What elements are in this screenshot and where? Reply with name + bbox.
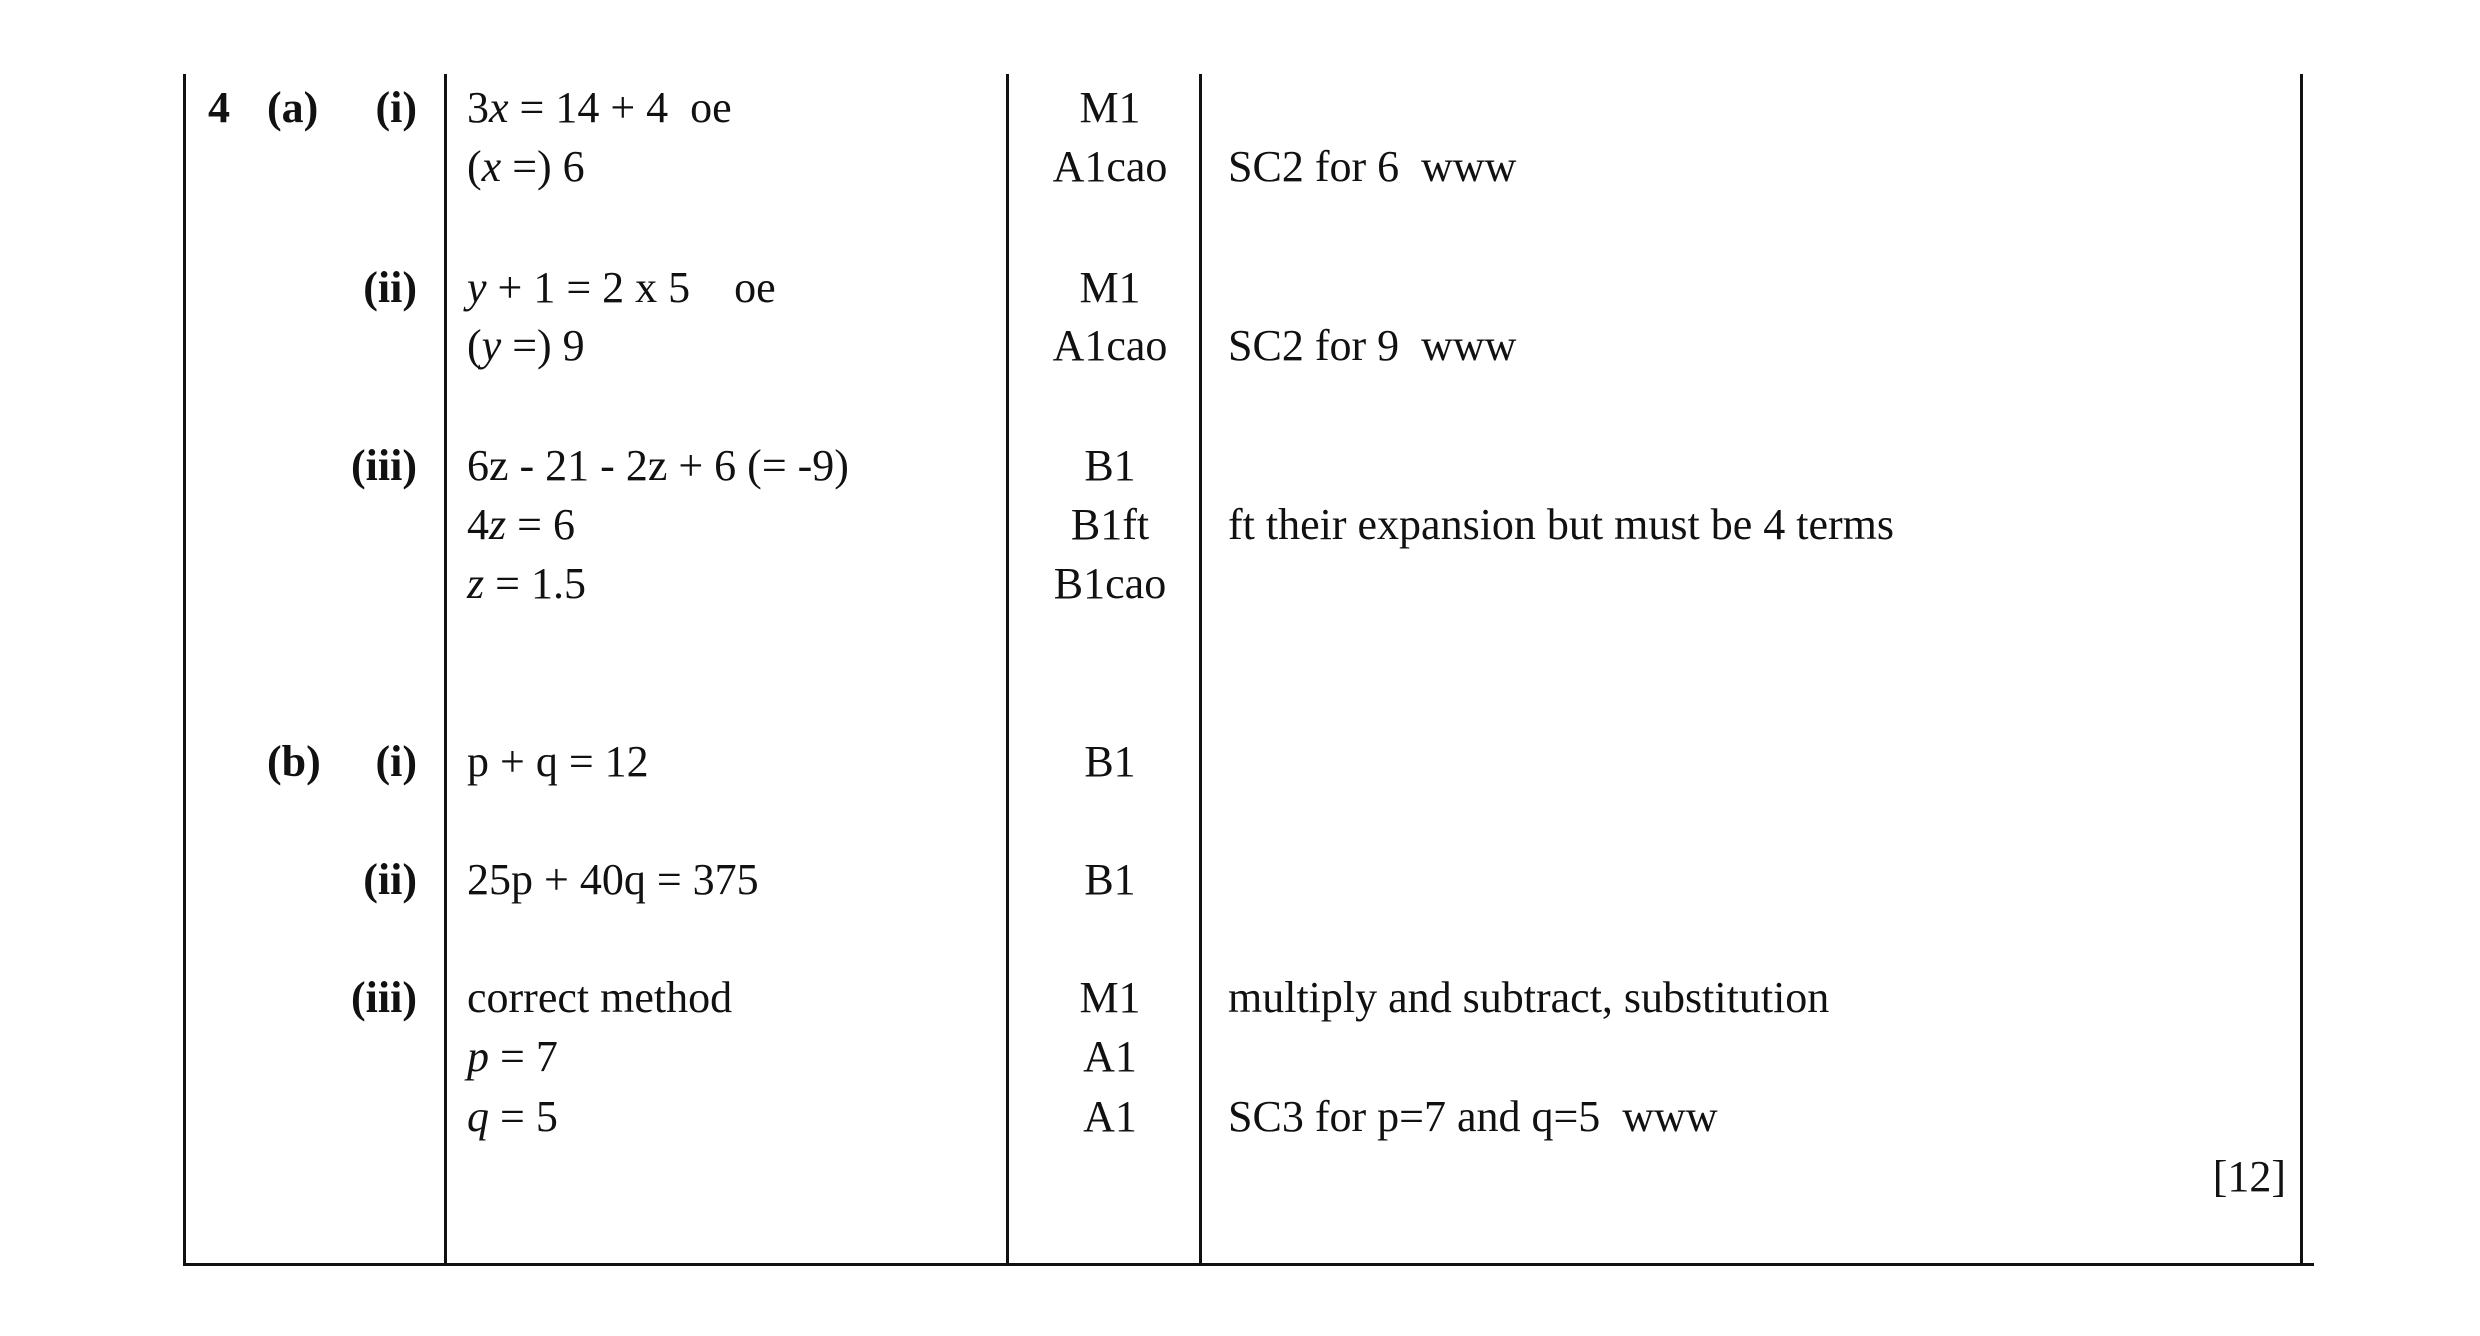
question-number: 4	[208, 83, 230, 132]
answer-line: p + q = 12	[467, 737, 649, 786]
mark-label: A1cao	[1052, 321, 1168, 370]
mark-label: A1	[1083, 1032, 1137, 1081]
mark-label: B1	[1084, 441, 1136, 490]
part-a-label: (a)	[267, 83, 319, 132]
subpart-b-i-label: (i)	[375, 737, 417, 786]
answer-line: y + 1 = 2 x 5 oe	[467, 263, 776, 312]
answer-line: (y =) 9	[467, 321, 585, 370]
guidance-comment: SC3 for p=7 and q=5 www	[1228, 1092, 1718, 1141]
mark-label: B1ft	[1070, 500, 1150, 549]
guidance-comment: SC2 for 9 www	[1228, 321, 1517, 370]
mark-label: A1cao	[1052, 142, 1168, 191]
mark-label: B1	[1084, 855, 1136, 904]
subpart-a-ii-label: (ii)	[363, 263, 417, 312]
answer-line: 3x = 14 + 4 oe	[467, 83, 732, 132]
guidance-comment: multiply and subtract, substitution	[1228, 973, 1830, 1022]
column-divider-2	[1006, 74, 1009, 1266]
table-border-right	[2300, 74, 2303, 1266]
guidance-comment: SC2 for 6 www	[1228, 142, 1517, 191]
mark-label: M1	[1079, 83, 1141, 132]
guidance-comment: ft their expansion but must be 4 terms	[1228, 500, 1894, 549]
subpart-a-iii-label: (iii)	[351, 441, 417, 490]
subpart-b-iii-label: (iii)	[351, 973, 417, 1022]
column-divider-1	[444, 74, 447, 1266]
total-marks: [12]	[2212, 1152, 2286, 1201]
table-border-bottom	[183, 1263, 2314, 1266]
answer-line: q = 5	[467, 1092, 558, 1141]
mark-label: M1	[1079, 973, 1141, 1022]
answer-line: p = 7	[467, 1032, 558, 1081]
mark-label: A1	[1083, 1092, 1137, 1141]
mark-label: B1cao	[1053, 559, 1167, 608]
answer-line: correct method	[467, 973, 733, 1022]
part-b-label: (b)	[267, 737, 321, 786]
subpart-b-ii-label: (ii)	[363, 855, 417, 904]
mark-label: M1	[1079, 263, 1141, 312]
mark-label: B1	[1084, 737, 1136, 786]
table-border-left	[183, 74, 186, 1266]
answer-line: 25p + 40q = 375	[467, 855, 759, 904]
subpart-a-i-label: (i)	[375, 83, 417, 132]
answer-line: z = 1.5	[467, 559, 586, 608]
answer-line: (x =) 6	[467, 142, 585, 191]
answer-line: 6z - 21 - 2z + 6 (= -9)	[467, 441, 849, 490]
answer-line: 4z = 6	[467, 500, 575, 549]
